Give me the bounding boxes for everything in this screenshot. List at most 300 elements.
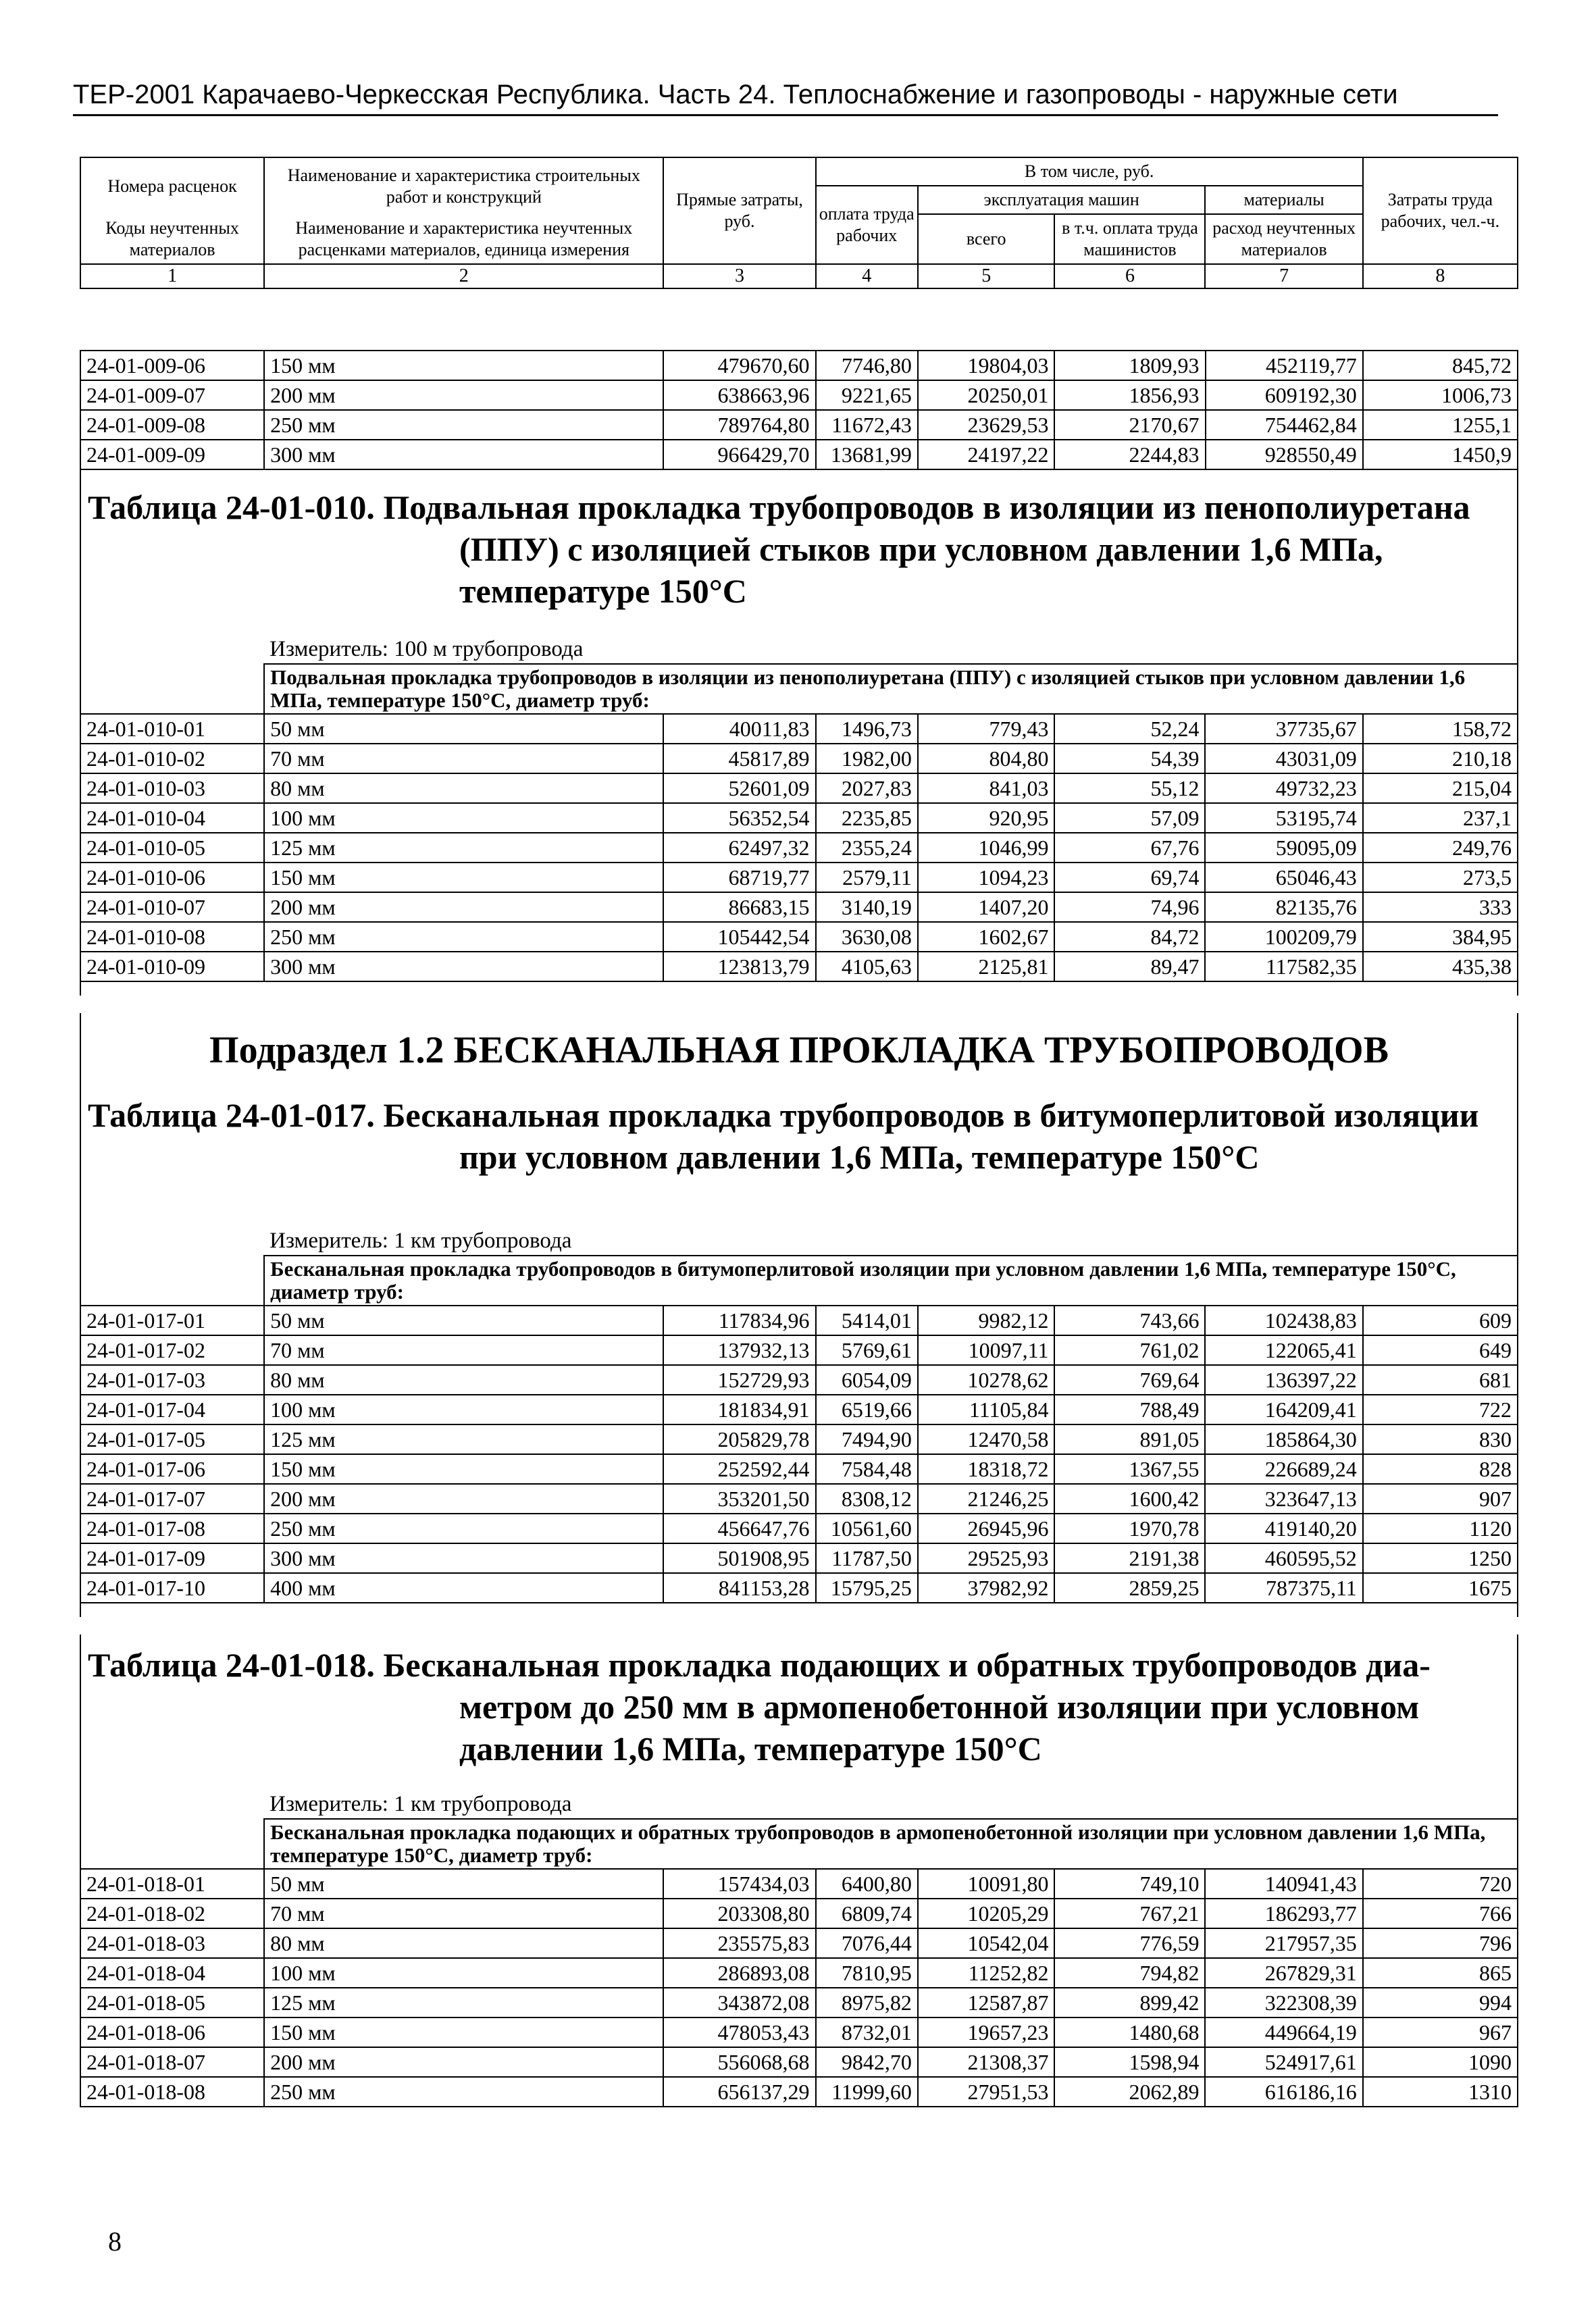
page-number: 8 <box>108 2226 122 2257</box>
value-cell: 6054,09 <box>816 1365 918 1395</box>
value-cell: 56352,54 <box>663 803 815 833</box>
value-cell: 1250 <box>1363 1543 1518 1573</box>
table-row <box>80 1306 1518 1335</box>
rate-code-cell: 24-01-018-04 <box>80 1958 264 1988</box>
value-cell: 267829,31 <box>1205 1958 1362 1988</box>
value-cell: 19804,03 <box>918 351 1055 380</box>
diameter-cell: 100 мм <box>264 1395 663 1424</box>
table-row <box>80 2077 1518 2107</box>
rate-code-cell: 24-01-017-04 <box>80 1395 264 1424</box>
value-cell: 2859,25 <box>1054 1573 1205 1603</box>
value-cell: 2062,89 <box>1054 2077 1205 2107</box>
value-cell: 117582,35 <box>1205 952 1362 981</box>
value-cell: 140941,43 <box>1205 1869 1362 1899</box>
value-cell: 237,1 <box>1363 803 1518 833</box>
value-cell: 9982,12 <box>918 1306 1055 1335</box>
value-cell: 235575,83 <box>663 1928 815 1958</box>
table-010 <box>80 635 1518 996</box>
rate-code-cell: 24-01-018-06 <box>80 2017 264 2047</box>
value-cell: 210,18 <box>1363 744 1518 773</box>
value-cell: 226689,24 <box>1205 1454 1362 1484</box>
value-cell: 2579,11 <box>816 863 918 892</box>
value-cell: 749,10 <box>1054 1869 1205 1899</box>
diameter-cell: 125 мм <box>264 833 663 863</box>
diameter-cell: 80 мм <box>264 1928 663 1958</box>
table-row <box>80 1424 1518 1454</box>
value-cell: 456647,76 <box>663 1514 815 1543</box>
value-cell: 185864,30 <box>1205 1424 1362 1454</box>
value-cell: 754462,84 <box>1206 410 1363 440</box>
diameter-cell: 80 мм <box>264 1365 663 1395</box>
value-cell: 6809,74 <box>816 1899 918 1928</box>
rate-code-cell: 24-01-010-09 <box>80 952 264 981</box>
diameter-cell: 200 мм <box>264 2047 663 2077</box>
rate-code-cell: 24-01-017-02 <box>80 1335 264 1365</box>
value-cell: 609 <box>1363 1306 1518 1335</box>
col-rate-number-header: Номера расценок <box>80 157 264 214</box>
value-cell: 524917,61 <box>1205 2047 1362 2077</box>
value-cell: 2027,83 <box>816 773 918 803</box>
value-cell: 65046,43 <box>1205 863 1362 892</box>
rate-code-cell: 24-01-010-04 <box>80 803 264 833</box>
value-cell: 841,03 <box>918 773 1055 803</box>
value-cell: 556068,68 <box>663 2047 815 2077</box>
table-row <box>80 892 1518 922</box>
value-cell: 2170,67 <box>1054 410 1205 440</box>
value-cell: 1809,93 <box>1054 351 1205 380</box>
value-cell: 828 <box>1363 1454 1518 1484</box>
value-cell: 100209,79 <box>1205 922 1362 952</box>
including-header: В том числе, руб. <box>816 157 1363 186</box>
col-material-codes-header: Коды неучтенных материалов <box>80 214 264 264</box>
table-010-title-first: Подвальная прокладка трубопроводов в изоляции из пенополиуретана <box>383 488 1470 526</box>
value-cell: 1407,20 <box>918 892 1055 922</box>
col-machines-total-header: всего <box>918 214 1055 264</box>
diameter-cell: 50 мм <box>264 1869 663 1899</box>
diameter-cell: 300 мм <box>264 952 663 981</box>
diameter-cell: 250 мм <box>264 1514 663 1543</box>
table-row <box>80 1484 1518 1514</box>
value-cell: 7494,90 <box>816 1424 918 1454</box>
value-cell: 15795,25 <box>816 1573 918 1603</box>
value-cell: 2191,38 <box>1054 1543 1205 1573</box>
col-num-5: 5 <box>918 264 1055 288</box>
value-cell: 796 <box>1363 1928 1518 1958</box>
value-cell: 1480,68 <box>1054 2017 1205 2047</box>
rate-code-cell: 24-01-017-05 <box>80 1424 264 1454</box>
diameter-cell: 400 мм <box>264 1573 663 1603</box>
value-cell: 10278,62 <box>918 1365 1055 1395</box>
value-cell: 20250,01 <box>918 380 1055 410</box>
table-row <box>80 833 1518 863</box>
value-cell: 353201,50 <box>663 1484 815 1514</box>
table-row <box>80 1335 1518 1365</box>
table-017-subtitle: Бесканальная прокладка трубопроводов в битумоперлитовой изоляции при условном давлении 1,6 МПа, температуре 150°С, диаметр труб: <box>264 1256 1518 1306</box>
rate-code-cell: 24-01-010-01 <box>80 714 264 744</box>
table-010-measure: Измеритель: 100 м трубопровода <box>269 637 584 661</box>
diameter-cell: 50 мм <box>264 714 663 744</box>
rate-code-cell: 24-01-017-07 <box>80 1484 264 1514</box>
table-row <box>80 1573 1518 1603</box>
diameter-cell: 70 мм <box>264 1335 663 1365</box>
table-row <box>80 922 1518 952</box>
value-cell: 10091,80 <box>918 1869 1055 1899</box>
table-017-caption <box>80 1085 1518 1240</box>
rate-code-cell: 24-01-010-08 <box>80 922 264 952</box>
table-018-measure: Измеритель: 1 км трубопровода <box>269 1792 572 1816</box>
value-cell: 27951,53 <box>918 2077 1055 2107</box>
rate-code-cell: 24-01-009-09 <box>80 440 264 469</box>
value-cell: 928550,49 <box>1206 440 1363 469</box>
rate-code-cell: 24-01-017-03 <box>80 1365 264 1395</box>
diameter-cell: 250 мм <box>264 2077 663 2107</box>
value-cell: 501908,95 <box>663 1543 815 1573</box>
value-cell: 217957,35 <box>1205 1928 1362 1958</box>
value-cell: 616186,16 <box>1205 2077 1362 2107</box>
value-cell: 18318,72 <box>918 1454 1055 1484</box>
machines-header: эксплуатация машин <box>918 186 1206 214</box>
col-num-3: 3 <box>663 264 815 288</box>
table-row <box>80 714 1518 744</box>
col-labor-pay-header: оплата труда рабочих <box>816 186 918 264</box>
table-row <box>80 1869 1518 1899</box>
col-num-8: 8 <box>1363 264 1518 288</box>
value-cell: 2235,85 <box>816 803 918 833</box>
value-cell: 84,72 <box>1054 922 1205 952</box>
value-cell: 74,96 <box>1054 892 1205 922</box>
value-cell: 1006,73 <box>1363 380 1518 410</box>
rate-code-cell: 24-01-018-05 <box>80 1988 264 2017</box>
table-017-label: Таблица 24-01-017. <box>88 1096 375 1134</box>
value-cell: 479670,60 <box>663 351 815 380</box>
value-cell: 779,43 <box>918 714 1055 744</box>
value-cell: 203308,80 <box>663 1899 815 1928</box>
table-row <box>80 952 1518 981</box>
value-cell: 323647,13 <box>1205 1484 1362 1514</box>
value-cell: 13681,99 <box>816 440 918 469</box>
value-cell: 205829,78 <box>663 1424 815 1454</box>
col-labor-header: Затраты труда рабочих, чел.-ч. <box>1363 157 1518 264</box>
value-cell: 845,72 <box>1363 351 1518 380</box>
value-cell: 273,5 <box>1363 863 1518 892</box>
value-cell: 1450,9 <box>1363 440 1518 469</box>
value-cell: 788,49 <box>1054 1395 1205 1424</box>
value-cell: 59095,09 <box>1205 833 1362 863</box>
value-cell: 966429,70 <box>663 440 815 469</box>
value-cell: 766 <box>1363 1899 1518 1928</box>
table-010-caption <box>80 477 1518 654</box>
value-cell: 40011,83 <box>663 714 815 744</box>
value-cell: 26945,96 <box>918 1514 1055 1543</box>
value-cell: 1598,94 <box>1054 2047 1205 2077</box>
diameter-cell: 125 мм <box>264 1988 663 2017</box>
value-cell: 830 <box>1363 1424 1518 1454</box>
col-materials-use-header: расход неучтенных материалов <box>1205 214 1362 264</box>
col-work-name-header: Наименование и характеристика строительных работ и конструкций <box>264 157 663 214</box>
value-cell: 761,02 <box>1054 1335 1205 1365</box>
diameter-cell: 80 мм <box>264 773 663 803</box>
table-row <box>80 1988 1518 2017</box>
table-017-title-first: Бесканальная прокладка трубопроводов в битумоперлитовой изоляции <box>383 1096 1479 1134</box>
diameter-cell: 150 мм <box>264 863 663 892</box>
rate-code-cell: 24-01-017-08 <box>80 1514 264 1543</box>
value-cell: 7810,95 <box>816 1958 918 1988</box>
value-cell: 994 <box>1363 1988 1518 2017</box>
value-cell: 478053,43 <box>663 2017 815 2047</box>
table-018-title-rest: метром до 250 мм в армопенобетонной изоляции при условном давлении 1,6 МПа, температуре 150°С <box>459 1688 1420 1768</box>
value-cell: 4105,63 <box>816 952 918 981</box>
table-row <box>80 744 1518 773</box>
value-cell: 9221,65 <box>816 380 918 410</box>
value-cell: 102438,83 <box>1205 1306 1362 1335</box>
table-018-subtitle: Бесканальная прокладка подающих и обратных трубопроводов в армопенобетонной изоляции при условном давлении 1,6 МПа, температуре 150°С, диаметр труб: <box>264 1819 1518 1869</box>
value-cell: 722 <box>1363 1395 1518 1424</box>
value-cell: 7746,80 <box>816 351 918 380</box>
value-cell: 1310 <box>1363 2077 1518 2107</box>
value-cell: 1367,55 <box>1054 1454 1205 1484</box>
value-cell: 10561,60 <box>816 1514 918 1543</box>
value-cell: 343872,08 <box>663 1988 815 2017</box>
rate-code-cell: 24-01-010-02 <box>80 744 264 773</box>
value-cell: 2244,83 <box>1054 440 1205 469</box>
table-row <box>80 1899 1518 1928</box>
value-cell: 384,95 <box>1363 922 1518 952</box>
rate-code-cell: 24-01-017-10 <box>80 1573 264 1603</box>
value-cell: 62497,32 <box>663 833 815 863</box>
table-row <box>80 351 1518 380</box>
table-018-title-first: Бесканальная прокладка подающих и обратных трубопроводов диа- <box>383 1646 1431 1684</box>
section-title: Подраздел 1.2 БЕСКАНАЛЬНАЯ ПРОКЛАДКА ТРУБОПРОВОДОВ <box>80 1013 1518 1087</box>
value-cell: 11787,50 <box>816 1543 918 1573</box>
rate-code-cell: 24-01-018-08 <box>80 2077 264 2107</box>
value-cell: 1600,42 <box>1054 1484 1205 1514</box>
table-row <box>80 1365 1518 1395</box>
rate-code-cell: 24-01-010-06 <box>80 863 264 892</box>
table-row <box>80 1958 1518 1988</box>
table-row <box>80 1454 1518 1484</box>
rate-code-cell: 24-01-010-03 <box>80 773 264 803</box>
value-cell: 215,04 <box>1363 773 1518 803</box>
diameter-cell: 150 мм <box>264 351 663 380</box>
value-cell: 8308,12 <box>816 1484 918 1514</box>
value-cell: 3630,08 <box>816 922 918 952</box>
value-cell: 45817,89 <box>663 744 815 773</box>
rate-code-cell: 24-01-009-08 <box>80 410 264 440</box>
value-cell: 2355,24 <box>816 833 918 863</box>
table-row <box>80 440 1518 469</box>
value-cell: 82135,76 <box>1205 892 1362 922</box>
value-cell: 649 <box>1363 1335 1518 1365</box>
value-cell: 9842,70 <box>816 2047 918 2077</box>
value-cell: 907 <box>1363 1484 1518 1514</box>
diameter-cell: 200 мм <box>264 380 663 410</box>
value-cell: 249,76 <box>1363 833 1518 863</box>
value-cell: 776,59 <box>1054 1928 1205 1958</box>
value-cell: 8975,82 <box>816 1988 918 2017</box>
col-num-4: 4 <box>816 264 918 288</box>
col-num-7: 7 <box>1205 264 1362 288</box>
rate-code-cell: 24-01-010-07 <box>80 892 264 922</box>
rate-code-cell: 24-01-017-01 <box>80 1306 264 1335</box>
value-cell: 435,38 <box>1363 952 1518 981</box>
value-cell: 252592,44 <box>663 1454 815 1484</box>
value-cell: 1120 <box>1363 1514 1518 1543</box>
value-cell: 186293,77 <box>1205 1899 1362 1928</box>
table-row <box>80 1928 1518 1958</box>
rate-code-cell: 24-01-018-03 <box>80 1928 264 1958</box>
value-cell: 55,12 <box>1054 773 1205 803</box>
value-cell: 89,47 <box>1054 952 1205 981</box>
value-cell: 1970,78 <box>1054 1514 1205 1543</box>
value-cell: 54,39 <box>1054 744 1205 773</box>
table-row <box>80 380 1518 410</box>
value-cell: 6519,66 <box>816 1395 918 1424</box>
value-cell: 37982,92 <box>918 1573 1055 1603</box>
value-cell: 29525,93 <box>918 1543 1055 1573</box>
value-cell: 891,05 <box>1054 1424 1205 1454</box>
value-cell: 286893,08 <box>663 1958 815 1988</box>
value-cell: 21246,25 <box>918 1484 1055 1514</box>
value-cell: 920,95 <box>918 803 1055 833</box>
value-cell: 1496,73 <box>816 714 918 744</box>
value-cell: 1046,99 <box>918 833 1055 863</box>
value-cell: 137932,13 <box>663 1335 815 1365</box>
value-cell: 1856,93 <box>1054 380 1205 410</box>
col-num-1: 1 <box>80 264 264 288</box>
value-cell: 1090 <box>1363 2047 1518 2077</box>
value-cell: 158,72 <box>1363 714 1518 744</box>
value-cell: 3140,19 <box>816 892 918 922</box>
value-cell: 681 <box>1363 1365 1518 1395</box>
value-cell: 10097,11 <box>918 1335 1055 1365</box>
value-cell: 787375,11 <box>1205 1573 1362 1603</box>
diameter-cell: 300 мм <box>264 440 663 469</box>
table-row <box>80 1543 1518 1573</box>
table-017 <box>80 1227 1518 1617</box>
value-cell: 10542,04 <box>918 1928 1055 1958</box>
rate-code-cell: 24-01-010-05 <box>80 833 264 863</box>
value-cell: 767,21 <box>1054 1899 1205 1928</box>
value-cell: 12587,87 <box>918 1988 1055 2017</box>
value-cell: 1675 <box>1363 1573 1518 1603</box>
value-cell: 7076,44 <box>816 1928 918 1958</box>
value-cell: 53195,74 <box>1205 803 1362 833</box>
rate-code-cell: 24-01-017-06 <box>80 1454 264 1484</box>
value-cell: 7584,48 <box>816 1454 918 1484</box>
value-cell: 52601,09 <box>663 773 815 803</box>
value-cell: 449664,19 <box>1205 2017 1362 2047</box>
rate-code-cell: 24-01-017-09 <box>80 1543 264 1573</box>
diameter-cell: 150 мм <box>264 1454 663 1484</box>
rate-code-cell: 24-01-009-06 <box>80 351 264 380</box>
table-018 <box>80 1790 1518 2107</box>
table-010-subtitle: Подвальная прокладка трубопроводов в изоляции из пенополиуретана (ППУ) с изоляцией стыков при условном давлении 1,6 МПа, температуре 150°С, диаметр труб: <box>264 664 1518 714</box>
value-cell: 67,76 <box>1054 833 1205 863</box>
value-cell: 789764,80 <box>663 410 815 440</box>
value-cell: 638663,96 <box>663 380 815 410</box>
value-cell: 21308,37 <box>918 2047 1055 2077</box>
value-cell: 1255,1 <box>1363 410 1518 440</box>
value-cell: 69,74 <box>1054 863 1205 892</box>
diameter-cell: 250 мм <box>264 922 663 952</box>
diameter-cell: 70 мм <box>264 744 663 773</box>
value-cell: 117834,96 <box>663 1306 815 1335</box>
table-017-title-rest: при условном давлении 1,6 МПа, температуре 150°С <box>459 1138 1260 1176</box>
value-cell: 12470,58 <box>918 1424 1055 1454</box>
col-direct-costs-header: Прямые затраты, руб. <box>663 157 815 264</box>
value-cell: 10205,29 <box>918 1899 1055 1928</box>
table-row <box>80 773 1518 803</box>
column-header-table <box>80 157 1518 289</box>
col-material-name-header: Наименование и характеристика неучтенных расценками материалов, единица измерения <box>264 214 663 264</box>
diameter-cell: 150 мм <box>264 2017 663 2047</box>
value-cell: 841153,28 <box>663 1573 815 1603</box>
value-cell: 157434,03 <box>663 1869 815 1899</box>
value-cell: 1982,00 <box>816 744 918 773</box>
col-machines-labor-header: в т.ч. оплата труда машинистов <box>1054 214 1205 264</box>
table-row <box>80 803 1518 833</box>
value-cell: 136397,22 <box>1205 1365 1362 1395</box>
diameter-cell: 100 мм <box>264 1958 663 1988</box>
value-cell: 899,42 <box>1054 1988 1205 2017</box>
page-header: ТЕР-2001 Карачаево-Черкесская Республика. Часть 24. Теплоснабжение и газопроводы - наружные сети <box>73 80 1498 116</box>
table-017-measure: Измеритель: 1 км трубопровода <box>269 1229 572 1253</box>
diameter-cell: 300 мм <box>264 1543 663 1573</box>
value-cell: 24197,22 <box>918 440 1055 469</box>
value-cell: 2125,81 <box>918 952 1055 981</box>
value-cell: 11252,82 <box>918 1958 1055 1988</box>
value-cell: 181834,91 <box>663 1395 815 1424</box>
value-cell: 8732,01 <box>816 2017 918 2047</box>
value-cell: 656137,29 <box>663 2077 815 2107</box>
diameter-cell: 70 мм <box>264 1899 663 1928</box>
value-cell: 5414,01 <box>816 1306 918 1335</box>
value-cell: 86683,15 <box>663 892 815 922</box>
value-cell: 419140,20 <box>1205 1514 1362 1543</box>
value-cell: 164209,41 <box>1205 1395 1362 1424</box>
value-cell: 57,09 <box>1054 803 1205 833</box>
diameter-cell: 100 мм <box>264 803 663 833</box>
table-row <box>80 2047 1518 2077</box>
value-cell: 6400,80 <box>816 1869 918 1899</box>
table-row <box>80 1395 1518 1424</box>
value-cell: 804,80 <box>918 744 1055 773</box>
rate-code-cell: 24-01-018-02 <box>80 1899 264 1928</box>
rate-code-cell: 24-01-018-07 <box>80 2047 264 2077</box>
value-cell: 152729,93 <box>663 1365 815 1395</box>
value-cell: 49732,23 <box>1205 773 1362 803</box>
value-cell: 11999,60 <box>816 2077 918 2107</box>
table-010-label: Таблица 24-01-010. <box>88 488 375 526</box>
value-cell: 333 <box>1363 892 1518 922</box>
value-cell: 743,66 <box>1054 1306 1205 1335</box>
value-cell: 11105,84 <box>918 1395 1055 1424</box>
table-row <box>80 863 1518 892</box>
value-cell: 5769,61 <box>816 1335 918 1365</box>
value-cell: 43031,09 <box>1205 744 1362 773</box>
value-cell: 37735,67 <box>1205 714 1362 744</box>
table-row <box>80 2017 1518 2047</box>
materials-header: материалы <box>1205 186 1362 214</box>
value-cell: 769,64 <box>1054 1365 1205 1395</box>
diameter-cell: 200 мм <box>264 892 663 922</box>
value-cell: 1602,67 <box>918 922 1055 952</box>
value-cell: 865 <box>1363 1958 1518 1988</box>
value-cell: 19657,23 <box>918 2017 1055 2047</box>
value-cell: 460595,52 <box>1205 1543 1362 1573</box>
col-num-6: 6 <box>1054 264 1205 288</box>
diameter-cell: 250 мм <box>264 410 663 440</box>
